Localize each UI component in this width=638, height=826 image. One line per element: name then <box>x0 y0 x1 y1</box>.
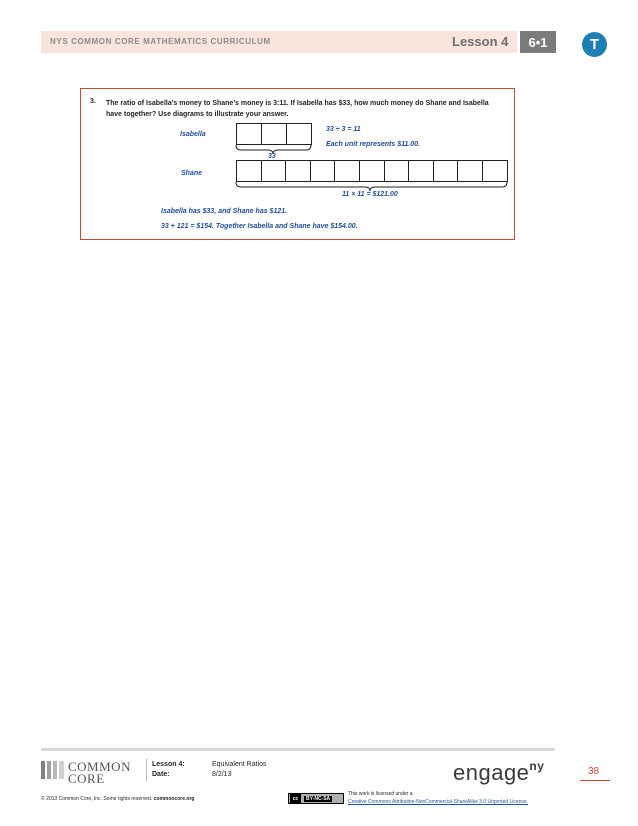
shane-unit-box <box>359 160 385 182</box>
answer-line-1: Isabella has $33, and Shane has $121. <box>161 208 288 215</box>
footer-rule <box>41 748 555 751</box>
shane-unit-box <box>310 160 336 182</box>
curriculum-title: NYS COMMON CORE MATHEMATICS CURRICULUM <box>50 37 271 46</box>
footer-lesson-value: Equivalent Ratios <box>212 761 267 768</box>
shane-label: Shane <box>181 170 203 177</box>
grade-module-badge: 6•1 <box>520 31 556 53</box>
license-link[interactable]: Creative Commons Attribution-NonCommercial-ShareAlike 3.0 Unported License. <box>348 799 529 805</box>
copyright-site: commoncore.org <box>153 796 195 802</box>
shane-brace <box>236 182 507 191</box>
shane-unit-box <box>261 160 287 182</box>
engageny-logo <box>453 759 544 786</box>
lesson-title: Lesson 4 <box>452 34 509 49</box>
shane-unit-box <box>236 160 262 182</box>
problem-text: The ratio of Isabella’s money to Shane’s money is 3:11. If Isabella has $33, how much money do Shane and Isabella have together? Use diagrams to illustrate your answer. <box>106 100 489 118</box>
brand-sup: ny <box>529 759 545 773</box>
problem-number: 3. <box>90 98 96 105</box>
shane-unit-box <box>408 160 434 182</box>
shane-unit-box <box>482 160 508 182</box>
shane-unit-box <box>384 160 410 182</box>
teacher-badge-icon: T <box>582 32 607 57</box>
calc-shane: 11 × 11 = $121.00 <box>342 191 398 198</box>
license-badge-text: BY-NC-SA <box>306 795 331 802</box>
calc-division: 33 ÷ 3 = 11 <box>326 126 361 133</box>
answer-line-2: 33 + 121 = $154. Together Isabella and Shane have $154.00. <box>161 223 358 230</box>
shane-unit-box <box>334 160 360 182</box>
footer-separator <box>146 759 147 781</box>
calc-unit-value: Each unit represents $11.00. <box>326 141 421 148</box>
page-number-rule <box>580 780 610 781</box>
shane-unit-box <box>457 160 483 182</box>
logo-text-core: CORE <box>68 771 105 786</box>
footer-date-label: Date: <box>152 771 170 778</box>
shane-unit-box <box>285 160 311 182</box>
common-core-logo-icon <box>41 761 65 779</box>
logo-text-common: COMMON <box>68 759 131 774</box>
isabella-label: Isabella <box>180 131 206 138</box>
page-number: 38 <box>588 766 600 777</box>
cc-license-badge-icon <box>288 793 344 804</box>
cc-icon: cc <box>290 794 301 803</box>
brand-text: engage <box>453 760 530 785</box>
shane-unit-box <box>433 160 459 182</box>
isabella-total: 33 <box>268 153 276 160</box>
copyright <box>41 796 194 802</box>
footer-date-value: 8/2/13 <box>212 771 232 778</box>
license-line-1: This work is licensed under a <box>348 791 413 797</box>
footer-lesson-label: Lesson 4: <box>152 761 185 768</box>
copyright-text: © 2013 Common Core, Inc. Some rights reserved. <box>41 796 154 802</box>
